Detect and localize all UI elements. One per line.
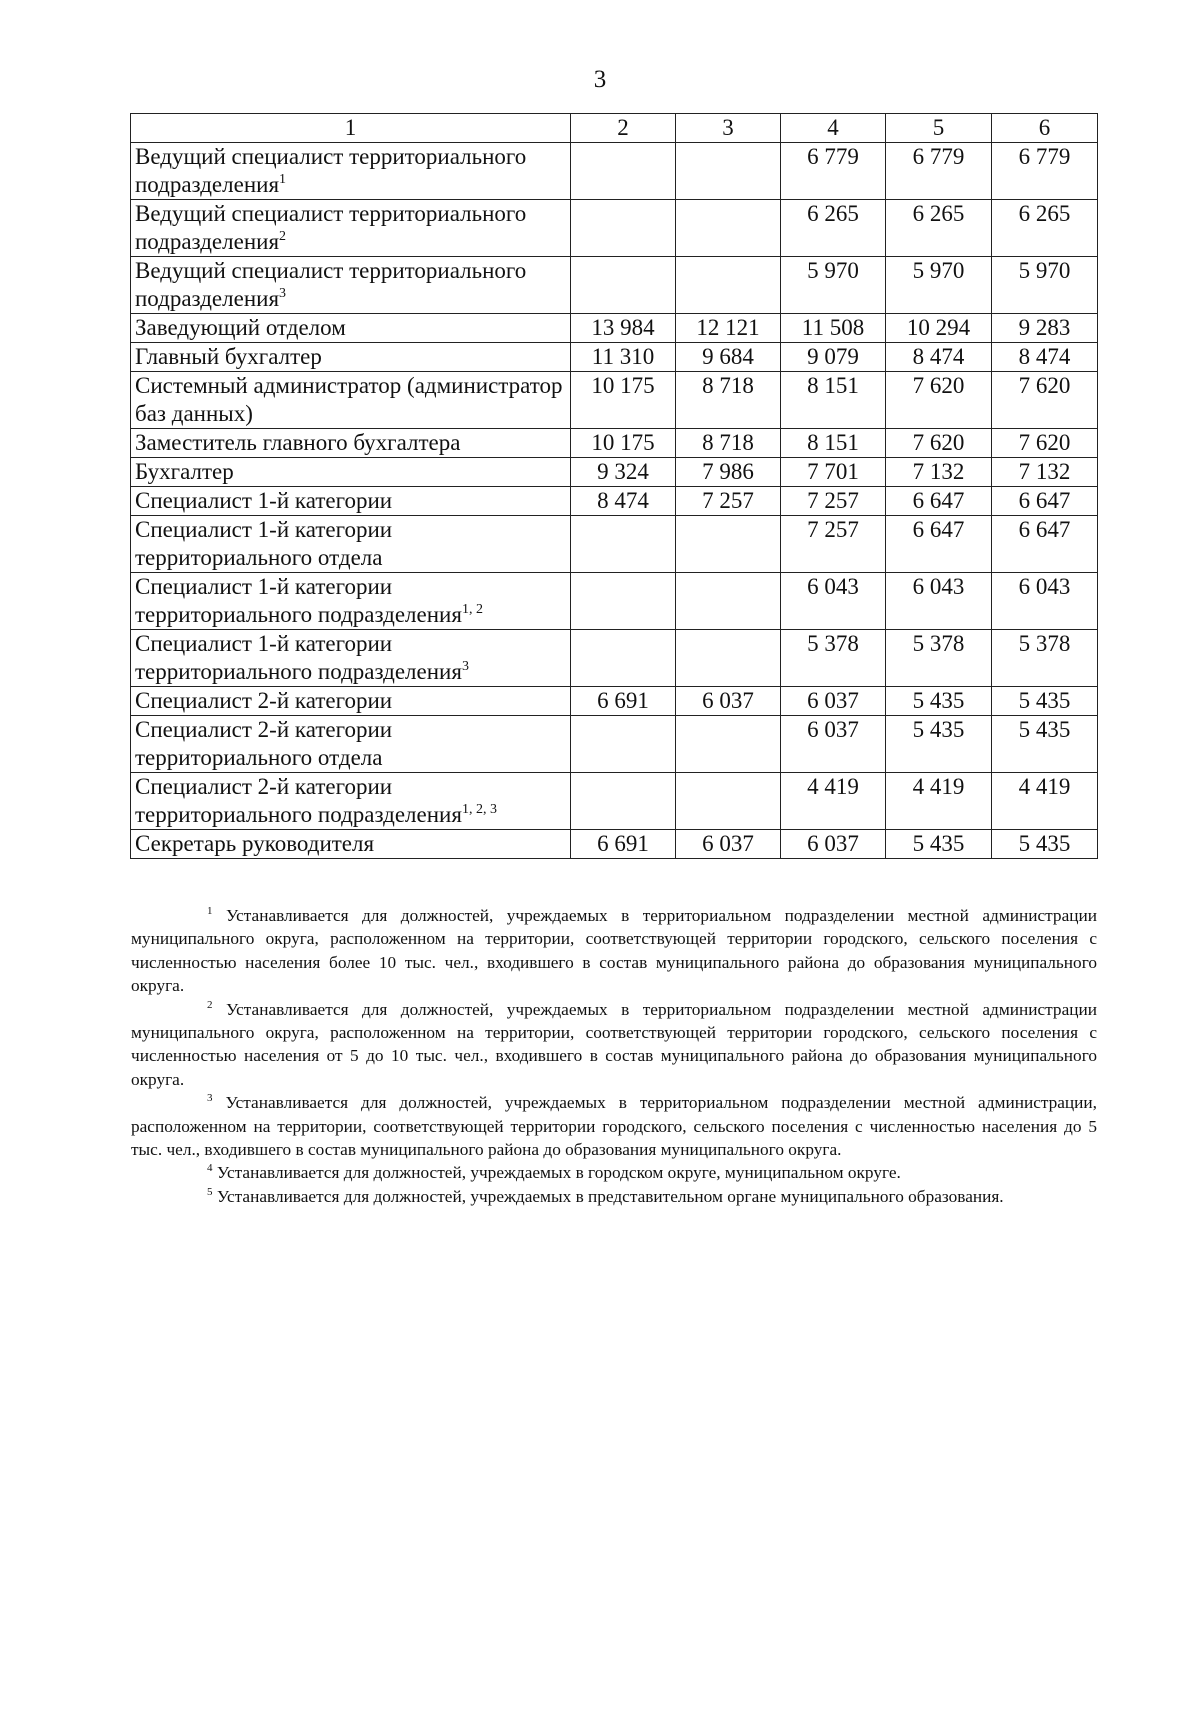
- footnote-text: Устанавливается для должностей, учреждаемых в представительном органе муниципального образования.: [216, 1186, 1004, 1206]
- salary-cell: 7 620: [886, 429, 992, 458]
- salary-cell: 5 970: [992, 257, 1098, 314]
- footnote: [131, 998, 1097, 1092]
- position-name-cell: [131, 343, 571, 372]
- salary-cell: 4 419: [781, 773, 886, 830]
- position-name-cell: [131, 687, 571, 716]
- salary-cell: 6 043: [992, 573, 1098, 630]
- footnote-mark: 5: [207, 1185, 213, 1198]
- salary-cell: 8 474: [886, 343, 992, 372]
- salary-cell: [571, 716, 676, 773]
- salary-cell: 6 037: [676, 687, 781, 716]
- position-name-cell: [131, 630, 571, 687]
- salary-cell: 5 378: [781, 630, 886, 687]
- position-name-cell: [131, 257, 571, 314]
- footnote: [131, 1161, 1097, 1184]
- salary-cell: [676, 143, 781, 200]
- footnote-mark: 3: [207, 1092, 213, 1105]
- salary-cell: [571, 573, 676, 630]
- position-name-cell: [131, 372, 571, 429]
- salary-cell: 8 474: [992, 343, 1098, 372]
- salary-cell: 6 037: [781, 687, 886, 716]
- salary-cell: 8 718: [676, 372, 781, 429]
- salary-cell: 8 474: [571, 487, 676, 516]
- salary-cell: 5 435: [992, 687, 1098, 716]
- salary-cell: 7 986: [676, 458, 781, 487]
- salary-cell: [571, 630, 676, 687]
- position-name: Специалист 2-й категории территориального подразделения: [135, 774, 462, 827]
- position-name: Заместитель главного бухгалтера: [135, 430, 461, 455]
- footnote-mark: 2: [207, 998, 213, 1011]
- table-row: [131, 716, 1098, 773]
- footnote-text: Устанавливается для должностей, учреждаемых в городском округе, муниципальном округе.: [216, 1163, 901, 1183]
- salary-cell: 6 037: [781, 830, 886, 859]
- salary-cell: 6 037: [781, 716, 886, 773]
- salary-cell: 13 984: [571, 314, 676, 343]
- table-row: [131, 487, 1098, 516]
- salary-cell: 7 132: [886, 458, 992, 487]
- position-name: Главный бухгалтер: [135, 344, 322, 369]
- footnote-reference: 2: [279, 229, 287, 244]
- salary-cell: 6 779: [886, 143, 992, 200]
- salary-cell: 4 419: [992, 773, 1098, 830]
- position-name-cell: [131, 314, 571, 343]
- salary-cell: 6 043: [781, 573, 886, 630]
- position-name-cell: [131, 773, 571, 830]
- table-row: [131, 257, 1098, 314]
- salary-cell: 7 620: [992, 372, 1098, 429]
- salary-cell: 9 283: [992, 314, 1098, 343]
- column-header: 3: [676, 114, 781, 143]
- position-name-cell: [131, 143, 571, 200]
- salary-table: [130, 113, 1098, 859]
- salary-cell: [676, 516, 781, 573]
- salary-cell: 5 970: [886, 257, 992, 314]
- salary-cell: 11 508: [781, 314, 886, 343]
- salary-cell: [571, 143, 676, 200]
- salary-cell: [571, 773, 676, 830]
- column-header: 6: [992, 114, 1098, 143]
- footnote-reference: 1, 2, 3: [461, 802, 497, 817]
- salary-cell: 9 684: [676, 343, 781, 372]
- footnote: [131, 1091, 1097, 1161]
- position-name: Заведующий отделом: [135, 315, 346, 340]
- salary-cell: 5 378: [886, 630, 992, 687]
- salary-cell: 7 620: [886, 372, 992, 429]
- salary-cell: 6 265: [992, 200, 1098, 257]
- footnote-text: Устанавливается для должностей, учреждаемых в территориальном подразделении местной администрации муниципального округа, расположенном на территории, соответствующей территории городского, сельского поселения с численностью населения от 5 до 10 тыс. чел., входившего в состав муниципального района до образования муниципального округа.: [131, 999, 1097, 1089]
- footnote-mark: 4: [207, 1162, 213, 1175]
- salary-cell: 6 779: [781, 143, 886, 200]
- column-header: 2: [571, 114, 676, 143]
- salary-cell: 11 310: [571, 343, 676, 372]
- salary-cell: [676, 257, 781, 314]
- salary-cell: 5 435: [886, 716, 992, 773]
- position-name-cell: [131, 458, 571, 487]
- position-name-cell: [131, 716, 571, 773]
- salary-cell: 7 620: [992, 429, 1098, 458]
- position-name: Специалист 1-й категории: [135, 488, 393, 513]
- salary-cell: 6 647: [992, 516, 1098, 573]
- position-name: Бухгалтер: [135, 459, 234, 484]
- salary-cell: 6 037: [676, 830, 781, 859]
- salary-cell: 7 257: [781, 487, 886, 516]
- salary-cell: 7 257: [781, 516, 886, 573]
- salary-cell: 5 435: [992, 716, 1098, 773]
- position-name: Специалист 1-й категории территориального подразделения: [135, 574, 462, 627]
- position-name: Ведущий специалист территориального подразделения: [135, 144, 527, 197]
- salary-cell: 12 121: [676, 314, 781, 343]
- salary-cell: 8 151: [781, 372, 886, 429]
- salary-cell: 7 132: [992, 458, 1098, 487]
- footnote-text: Устанавливается для должностей, учреждаемых в территориальном подразделении местной администрации, расположенном на территории, соответствующей территории городского, сельского поселения с численностью населения до 5 тыс. чел., входившего в состав муниципального района до образования муниципального округа.: [131, 1093, 1098, 1160]
- salary-cell: 6 043: [886, 573, 992, 630]
- table-row: [131, 429, 1098, 458]
- table-row: [131, 343, 1098, 372]
- table-row: [131, 143, 1098, 200]
- table-row: [131, 516, 1098, 573]
- table-row: [131, 830, 1098, 859]
- salary-cell: [676, 716, 781, 773]
- table-row: [131, 200, 1098, 257]
- salary-cell: 5 435: [992, 830, 1098, 859]
- position-name: Специалист 2-й категории: [135, 688, 393, 713]
- column-header: 1: [131, 114, 571, 143]
- salary-cell: 10 175: [571, 429, 676, 458]
- table-row: [131, 458, 1098, 487]
- footnote-reference: 1, 2: [461, 602, 483, 617]
- position-name: Секретарь руководителя: [135, 831, 375, 856]
- position-name-cell: [131, 200, 571, 257]
- salary-cell: [676, 573, 781, 630]
- position-name-cell: [131, 429, 571, 458]
- table-row: [131, 687, 1098, 716]
- salary-cell: 10 294: [886, 314, 992, 343]
- salary-cell: [676, 630, 781, 687]
- salary-cell: [676, 200, 781, 257]
- position-name-cell: [131, 487, 571, 516]
- footnotes: [131, 904, 1097, 1208]
- position-name-cell: [131, 573, 571, 630]
- position-name: Специалист 1-й категории территориального отдела: [135, 517, 393, 570]
- footnote: [131, 1185, 1097, 1208]
- salary-cell: [571, 257, 676, 314]
- column-header: 4: [781, 114, 886, 143]
- position-name: Ведущий специалист территориального подразделения: [135, 201, 527, 254]
- salary-cell: 7 257: [676, 487, 781, 516]
- footnote-reference: 1: [279, 172, 287, 187]
- table-row: [131, 372, 1098, 429]
- table-header-row: [131, 114, 1098, 143]
- salary-cell: 4 419: [886, 773, 992, 830]
- footnote-reference: 3: [461, 659, 469, 674]
- position-name: Ведущий специалист территориального подразделения: [135, 258, 527, 311]
- salary-cell: 6 265: [781, 200, 886, 257]
- footnote-mark: 1: [207, 905, 213, 917]
- position-name-cell: [131, 830, 571, 859]
- position-name-cell: [131, 516, 571, 573]
- table-body: [131, 143, 1098, 859]
- position-name: Специалист 2-й категории территориального отдела: [135, 717, 393, 770]
- salary-cell: 6 647: [886, 487, 992, 516]
- salary-cell: 8 718: [676, 429, 781, 458]
- salary-cell: [571, 516, 676, 573]
- position-name: Специалист 1-й категории территориального подразделения: [135, 631, 462, 684]
- table-row: [131, 773, 1098, 830]
- salary-cell: 5 378: [992, 630, 1098, 687]
- table-row: [131, 573, 1098, 630]
- page-number: 3: [593, 66, 607, 93]
- footnote-text: Устанавливается для должностей, учреждаемых в территориальном подразделении местной администрации муниципального округа, расположенном на территории, соответствующей территории городского, сельского поселения с численностью населения более 10 тыс. чел., входившего в состав муниципального района до образования муниципального округа.: [131, 906, 1097, 996]
- salary-cell: [571, 200, 676, 257]
- column-header: 5: [886, 114, 992, 143]
- salary-cell: 6 647: [886, 516, 992, 573]
- salary-cell: 6 691: [571, 687, 676, 716]
- salary-cell: 6 265: [886, 200, 992, 257]
- salary-cell: 5 435: [886, 830, 992, 859]
- salary-cell: 8 151: [781, 429, 886, 458]
- position-name: Системный администратор (администратор баз данных): [135, 373, 563, 426]
- salary-cell: 10 175: [571, 372, 676, 429]
- table-row: [131, 314, 1098, 343]
- footnote: [131, 904, 1097, 998]
- salary-cell: [676, 773, 781, 830]
- salary-cell: 7 701: [781, 458, 886, 487]
- table-row: [131, 630, 1098, 687]
- salary-cell: 6 647: [992, 487, 1098, 516]
- salary-cell: 9 324: [571, 458, 676, 487]
- salary-cell: 5 435: [886, 687, 992, 716]
- salary-cell: 6 779: [992, 143, 1098, 200]
- footnote-reference: 3: [279, 286, 287, 301]
- salary-cell: 9 079: [781, 343, 886, 372]
- salary-cell: 5 970: [781, 257, 886, 314]
- salary-cell: 6 691: [571, 830, 676, 859]
